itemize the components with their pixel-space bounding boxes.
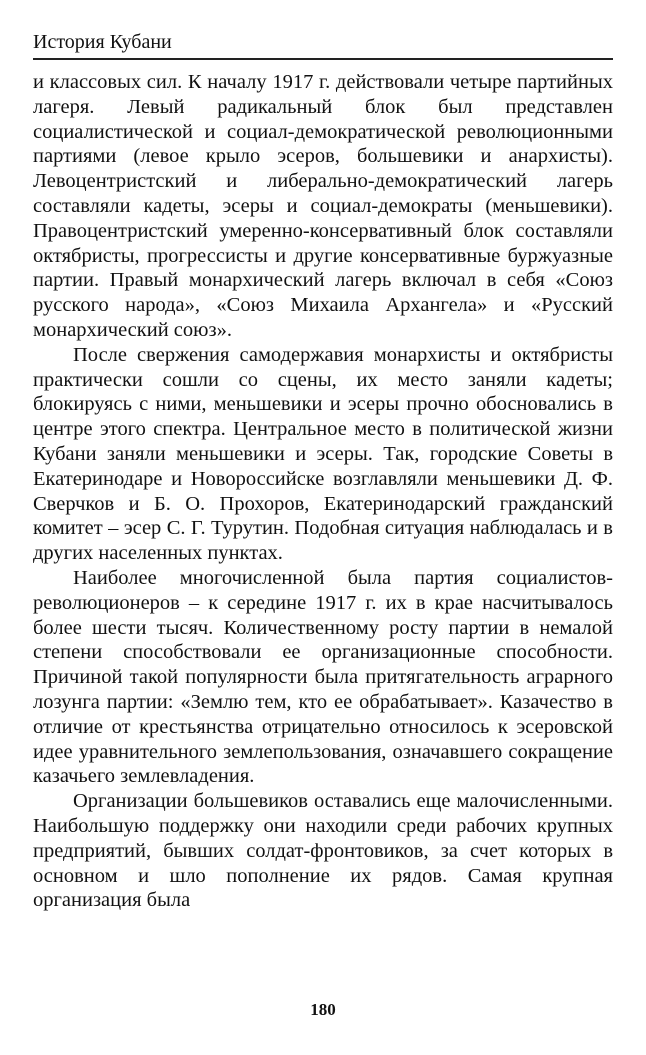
paragraph-3: Наиболее многочисленной была партия социалистов-революционеров – к середине 1917 г. их в крае насчитывалось более шести тысяч. Количественному росту партии в немалой степени способствовали ее организационные способности. Причиной такой популярности была притягательность аграрного лозунга партии: «Землю тем, кто ее обрабатывает». Казачество в отличие от крестьянства отрицательно относилось к эсеровской идее уравнительного землепользования, означавшего сокращение казачьего землевладения.: [33, 566, 613, 788]
header-rule: [33, 58, 613, 60]
page-number: 180: [310, 1000, 336, 1019]
running-head: История Кубани: [33, 31, 172, 53]
paragraph-1: и классовых сил. К началу 1917 г. действовали четыре партийных лагеря. Левый радикальный блок был представлен социалистической и социал-демократической революционными партиями (левое крыло эсеров, большевики и анархисты). Левоцентристский и либерально-демократический лагерь составляли кадеты, эсеры и социал-демократы (меньшевики). Правоцентристский умеренно-консервативный блок составляли октябристы, прогрессисты и другие консервативные буржуазные партии. Правый монархический лагерь включал в себя «Союз русского народа», «Союз Михаила Архангела» и «Русский монархический союз».: [33, 71, 613, 341]
body-text: [33, 70, 613, 913]
paragraph-4: Организации большевиков оставались еще малочисленными. Наибольшую поддержку они находили среди рабочих крупных предприятий, бывших солдат-фронтовиков, за счет которых в основном и шло пополнение их рядов. Самая крупная организация была: [33, 790, 613, 912]
paragraph-2: После свержения самодержавия монархисты и октябристы практически сошли со сцены, их место заняли кадеты; блокируясь с ними, меньшевики и эсеры прочно обосновались в центре этого спектра. Центральное место в политической жизни Кубани заняли меньшевики и эсеры. Так, городские Советы в Екатеринодаре и Новороссийске возглавляли меньшевики Д. Ф. Сверчков и Б. О. Прохоров, Екатеринодарский гражданский комитет – эсер С. Г. Турутин. Подобная ситуация наблюдалась и в других населенных пунктах.: [33, 343, 613, 565]
